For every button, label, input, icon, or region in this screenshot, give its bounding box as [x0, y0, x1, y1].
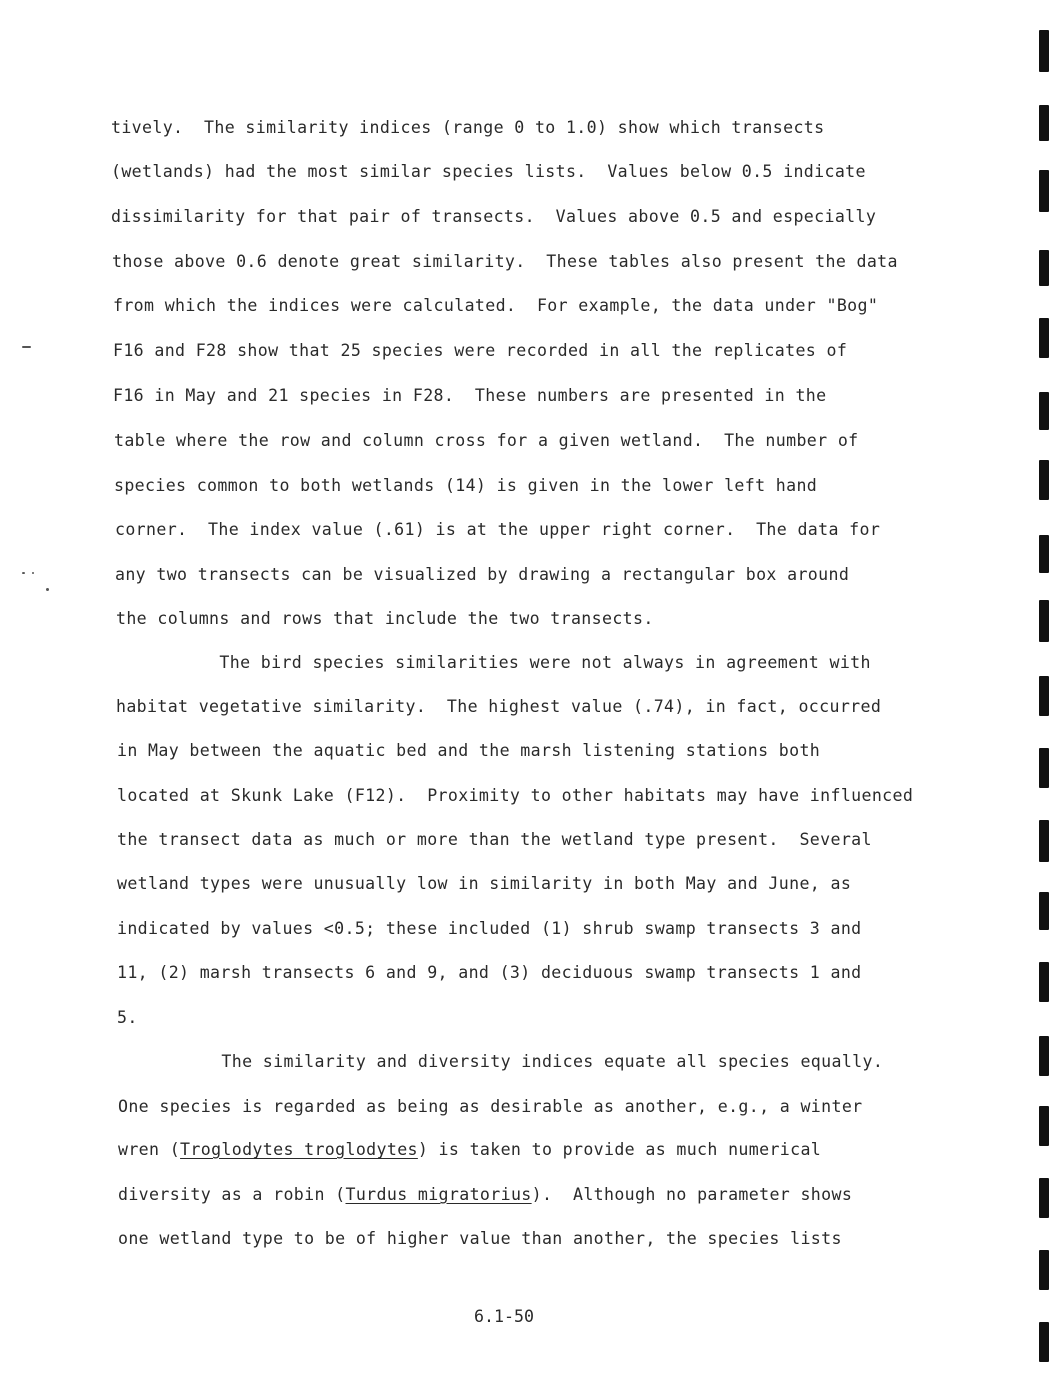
scan-edge-mark: [1039, 250, 1049, 286]
scan-edge-mark: [1039, 600, 1049, 642]
scan-edge-mark: [1039, 1322, 1049, 1362]
text-line: tively. The similarity indices (range 0 to 1.0) show which transects: [111, 118, 825, 137]
text-line: corner. The index value (.61) is at the upper right corner. The data for: [115, 520, 881, 539]
text-line: dissimilarity for that pair of transects. Values above 0.5 and especially: [111, 207, 877, 226]
scan-edge-mark: [1039, 1036, 1049, 1076]
scan-edge-mark: [1039, 1178, 1049, 1218]
text-line: one wetland type to be of higher value than another, the species lists: [118, 1229, 842, 1248]
text-line: table where the row and column cross for a given wetland. The number of: [114, 431, 859, 450]
scan-edge-mark: [1039, 318, 1049, 358]
text-line: those above 0.6 denote great similarity. These tables also present the data: [112, 252, 898, 271]
scan-edge-mark: [1039, 748, 1049, 788]
scan-speck: [22, 572, 25, 574]
text-segment: diversity as a robin (: [118, 1185, 346, 1204]
text-line: any two transects can be visualized by drawing a rectangular box around: [115, 565, 850, 584]
scan-speck: [32, 572, 34, 574]
scan-edge-mark: [1039, 820, 1049, 862]
text-line: located at Skunk Lake (F12). Proximity to other habitats may have influenced: [117, 786, 914, 805]
text-line: in May between the aquatic bed and the marsh listening stations both: [117, 741, 821, 760]
text-line: the columns and rows that include the two transects.: [116, 609, 654, 628]
scan-edge-mark: [1039, 30, 1049, 72]
text-line: wetland types were unusually low in similarity in both May and June, as: [117, 874, 852, 893]
text-line: 5.: [117, 1008, 138, 1027]
page-number: 6.1-50: [474, 1307, 534, 1326]
text-line: habitat vegetative similarity. The highest value (.74), in fact, occurred: [116, 697, 882, 716]
scan-edge-mark: [1039, 105, 1049, 141]
text-line: One species is regarded as being as desirable as another, e.g., a winter: [118, 1097, 863, 1116]
text-line: the transect data as much or more than the wetland type present. Several: [117, 830, 872, 849]
scan-edge-mark: [1039, 392, 1049, 430]
scan-edge-mark: [1039, 170, 1049, 212]
text-line: [118, 1140, 821, 1160]
scan-speck: [46, 588, 49, 591]
text-line: (wetlands) had the most similar species lists. Values below 0.5 indicate: [111, 162, 866, 181]
scan-speck: [22, 346, 31, 348]
scan-edge-mark: [1039, 460, 1049, 500]
text-line: from which the indices were calculated. For example, the data under "Bog": [113, 296, 879, 315]
scan-edge-mark: [1039, 1106, 1049, 1146]
text-segment: wren (: [118, 1140, 181, 1159]
species-name-underlined: Troglodytes troglodytes: [180, 1140, 418, 1159]
text-line: The bird species similarities were not always in agreement with: [116, 653, 871, 672]
scan-edge-mark: [1039, 892, 1049, 930]
scan-edge-mark: [1039, 1250, 1049, 1290]
scan-edge-mark: [1039, 676, 1049, 716]
text-line: F16 and F28 show that 25 species were recorded in all the replicates of: [113, 341, 848, 360]
text-segment: ) is taken to provide as much numerical: [417, 1140, 822, 1159]
species-name-underlined: Turdus migratorius: [345, 1185, 532, 1204]
text-line: 11, (2) marsh transects 6 and 9, and (3) deciduous swamp transects 1 and: [117, 963, 862, 982]
text-line: The similarity and diversity indices equate all species equally.: [118, 1052, 884, 1071]
text-line: indicated by values <0.5; these included (1) shrub swamp transects 3 and: [117, 919, 862, 938]
scan-edge-mark: [1039, 535, 1049, 573]
text-line: [118, 1185, 852, 1205]
text-line: species common to both wetlands (14) is given in the lower left hand: [114, 476, 818, 495]
text-line: F16 in May and 21 species in F28. These numbers are presented in the: [113, 386, 827, 405]
scan-edge-mark: [1039, 962, 1049, 1002]
text-segment: ). Although no parameter shows: [531, 1185, 853, 1204]
